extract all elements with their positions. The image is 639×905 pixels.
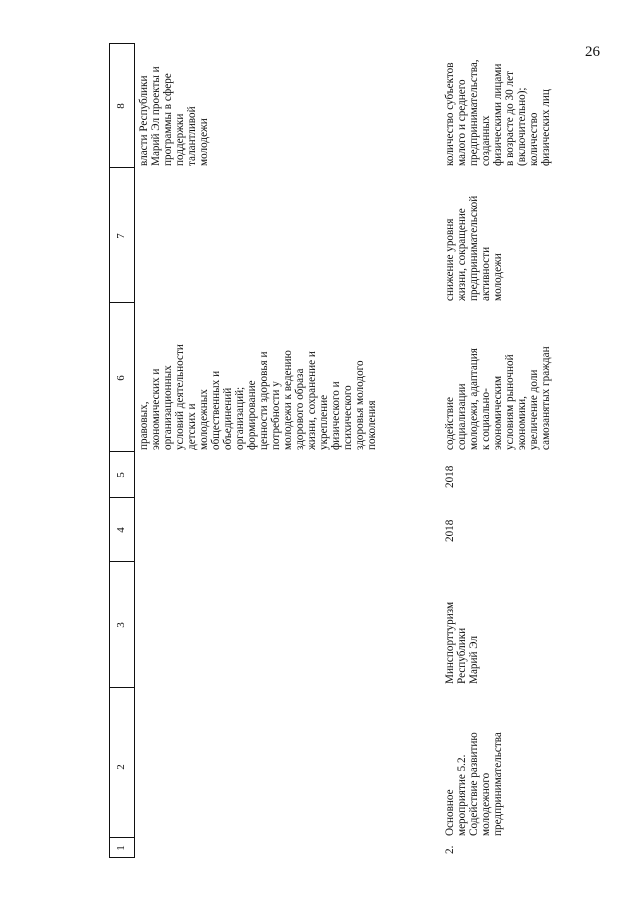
header-col-2: 2 [115, 764, 127, 770]
column-divider [109, 167, 134, 168]
header-col-8: 8 [115, 103, 127, 109]
column-divider [109, 497, 134, 498]
column-divider [109, 561, 134, 562]
page-number: 26 [585, 44, 600, 60]
header-col-1: 1 [115, 845, 127, 851]
header-col-7: 7 [115, 233, 127, 239]
non-implementation-effect: снижение уровня жизни, сокращение предпринимательской активности молодежи [444, 195, 504, 301]
continuation-results: правовых, экономических и организационных условий деятельности детских и молодежных общественных и объединений организаций; формирование ценности здоровья и потребности у молодежи к ведению здорового образа жизни, сохранение и укрепление физического и психического здоровья молодого поколения [138, 344, 378, 450]
column-divider [109, 451, 134, 452]
header-col-3: 3 [115, 622, 127, 628]
column-divider [109, 837, 134, 838]
column-divider [109, 857, 134, 858]
header-bottom-border [134, 43, 135, 858]
rotated-table [109, 43, 629, 858]
header-col-6: 6 [115, 375, 127, 381]
row-divider [434, 43, 435, 858]
column-divider [109, 43, 134, 44]
end-year: 2018 [444, 465, 456, 488]
column-divider [109, 687, 134, 688]
header-col-5: 5 [115, 472, 127, 478]
column-divider [109, 302, 134, 303]
row-number: 2. [444, 845, 456, 854]
indicators: количество субъектов малого и среднего предпринимательства, созданных физическими лицами в возрасте до 30 лет (включительно); количество физических лиц [444, 59, 552, 166]
start-year: 2018 [444, 519, 456, 542]
executor: Минспорттуризм Республики Марий Эл [444, 601, 480, 684]
activity-title: Основное мероприятие 5.2. Содействие развитию молодежного предпринимательства [444, 732, 504, 836]
continuation-indicators: власти Республики Марий Эл проекты и программы в сфере поддержки талантливой молодежи [138, 66, 210, 166]
header-col-4: 4 [115, 527, 127, 533]
expected-result: содействие социализации молодежи, адаптация к социально- экономическим условиям рыночной экономики, увеличение доли самозанятых граждан [444, 346, 552, 450]
